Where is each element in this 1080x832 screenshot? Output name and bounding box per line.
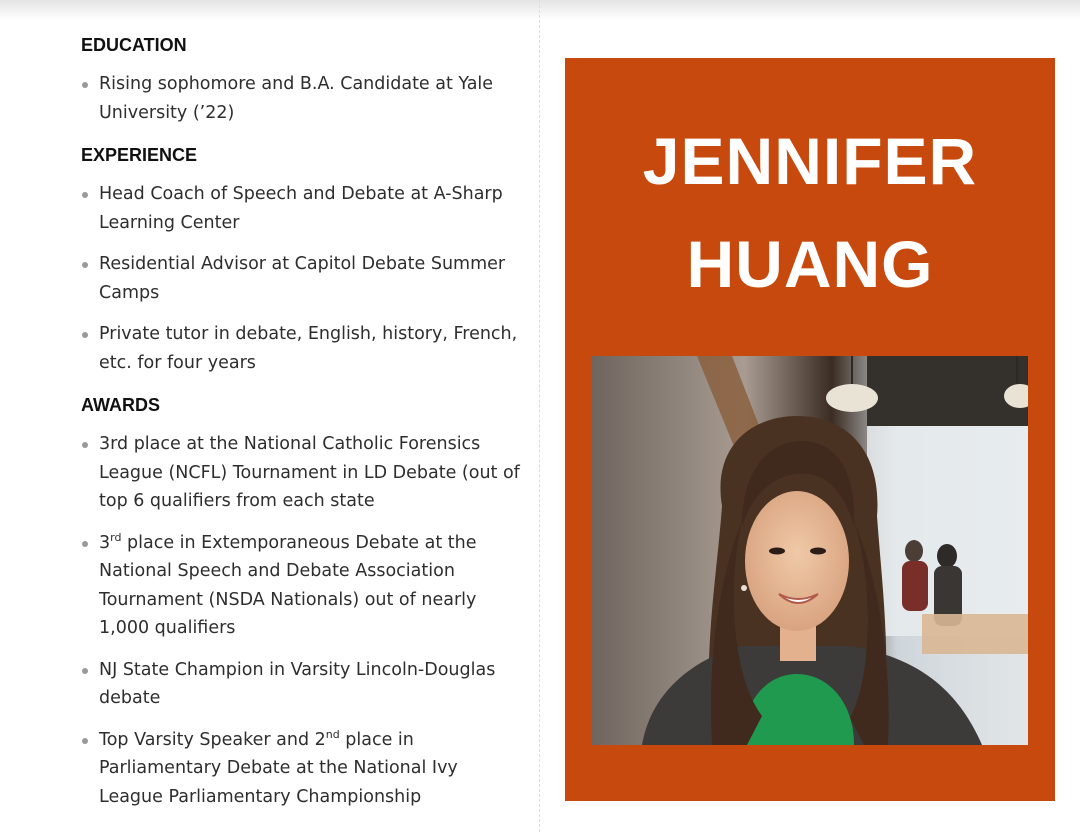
- last-name: HUANG: [686, 227, 934, 301]
- top-shadow: [0, 0, 1080, 20]
- column-divider: [539, 0, 540, 832]
- ordinal-suffix: nd: [325, 727, 340, 741]
- experience-item: Residential Advisor at Capitol Debate Summer Camps: [81, 250, 521, 307]
- profile-card: [565, 58, 1055, 801]
- award-text: Top Varsity Speaker and 2: [99, 729, 326, 750]
- award-text: place in Parliamentary Debate at the National Ivy League Parliamentary Championship: [99, 729, 458, 807]
- award-item: [81, 430, 521, 516]
- ordinal-suffix: rd: [110, 530, 122, 544]
- awards-heading: AWARDS: [81, 395, 161, 415]
- award-item: [81, 656, 521, 713]
- experience-item: Private tutor in debate, English, history, French, etc. for four years: [81, 320, 521, 377]
- experience-item: Head Coach of Speech and Debate at A-Sharp Learning Center: [81, 180, 521, 237]
- education-item: Rising sophomore and B.A. Candidate at Yale University (’22): [81, 70, 521, 127]
- award-item: [81, 529, 521, 643]
- profile-name: [565, 110, 1055, 316]
- experience-heading: EXPERIENCE: [81, 145, 198, 165]
- education-list: [81, 70, 521, 127]
- first-name: JENNIFER: [642, 124, 978, 198]
- profile-photo: [592, 356, 1028, 745]
- awards-list: [81, 430, 521, 811]
- education-section: [81, 30, 521, 127]
- resume-column: [81, 30, 521, 824]
- award-text: 3: [99, 532, 111, 553]
- award-text: NJ State Champion in Varsity Lincoln-Douglas debate: [99, 659, 496, 708]
- experience-list: [81, 180, 521, 377]
- experience-section: [81, 140, 521, 377]
- awards-section: [81, 390, 521, 811]
- award-text: place in Extemporaneous Debate at the National Speech and Debate Association Tournament (NSDA Nationals) out of nearly 1,000 qualifiers: [99, 532, 477, 638]
- award-text: 3rd place at the National Catholic Forensics League (NCFL) Tournament in LD Debate (out of top 6 qualifiers from each state: [99, 434, 520, 511]
- education-heading: EDUCATION: [81, 35, 187, 55]
- portrait-image: [592, 356, 1028, 745]
- award-item: [81, 726, 521, 812]
